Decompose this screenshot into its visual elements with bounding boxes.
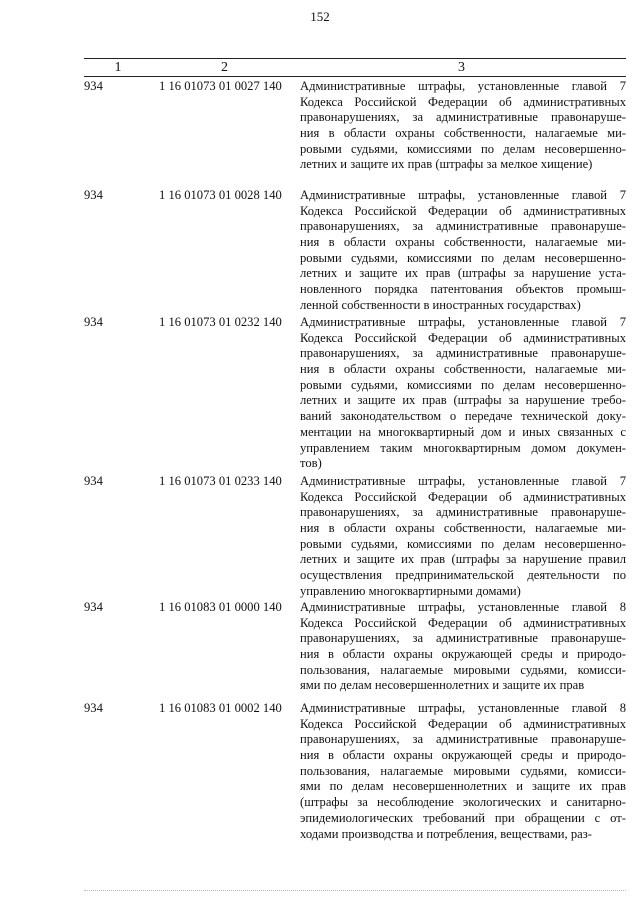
description-line: управлением таким многоквартирным домом докумен- (300, 440, 626, 455)
description-line: ями по делам несовершеннолетних и защите их прав (300, 779, 626, 794)
admin-code-cell: 934 (84, 701, 103, 715)
description-line: Административные штрафы, установленные главой 7 (300, 188, 626, 202)
admin-code-cell: 934 (84, 315, 103, 329)
column-header-3: 3 (458, 60, 465, 75)
description-line: ния в области охраны окружающей среды и природо- (300, 647, 626, 662)
description-line: Кодекса Российской Федерации об административных (300, 94, 626, 109)
description-line: ровыми судьями, комиссиями по делам несовершенно- (300, 141, 626, 156)
description-line: ментации на многоквартирный дом и иных связанных с (300, 424, 626, 439)
description-line: ровыми судьями, комиссиями по делам несовершенно- (300, 377, 626, 392)
description-line: Кодекса Российской Федерации об административных (300, 203, 626, 218)
budget-code-cell: 1 16 01073 01 0233 140 (159, 474, 282, 488)
description-line: правонарушениях, за административные правонаруше- (300, 219, 626, 234)
description-line: летних и защите их прав (штрафы за нарушение уста- (300, 266, 626, 281)
description-cell (300, 188, 626, 314)
budget-code-cell: 1 16 01083 01 0002 140 (159, 701, 282, 715)
description-line: новленного порядка патентования объектов промыш- (300, 282, 626, 297)
description-cell (300, 474, 626, 600)
column-header-1: 1 (114, 60, 122, 75)
description-line: Кодекса Российской Федерации об административных (300, 716, 626, 731)
description-line: управлению многоквартирными домами) (300, 583, 521, 598)
description-cell (300, 315, 626, 472)
description-line: Кодекса Российской Федерации об административных (300, 489, 626, 504)
table-header-top-border (84, 58, 626, 59)
column-header-2: 2 (221, 60, 228, 75)
description-line: осуществления предпринимательской деятельности по (300, 568, 626, 583)
description-line: ния в области охраны собственности, налагаемые ми- (300, 126, 626, 141)
description-line: пользования, налагаемые мировыми судьями, комисси- (300, 763, 626, 778)
description-line: правонарушениях, за административные правонаруше- (300, 505, 626, 520)
description-line: ния в области охраны собственности, налагаемые ми- (300, 521, 626, 536)
description-line: ленной собственности в иностранных государствах) (300, 297, 581, 312)
description-line: ходами производства и потребления, веществами, раз- (300, 826, 592, 841)
description-line: ровыми судьями, комиссиями по делам несовершенно- (300, 536, 626, 551)
description-cell (300, 79, 626, 173)
description-line: ровыми судьями, комиссиями по делам несовершенно- (300, 250, 626, 265)
description-line: правонарушениях, за административные правонаруше- (300, 346, 626, 361)
description-line: Кодекса Российской Федерации об административных (300, 330, 626, 345)
description-line: летних и защите их прав (штрафы за нарушение требо- (300, 393, 626, 408)
description-line: Административные штрафы, установленные главой 7 (300, 474, 626, 488)
description-line: правонарушениях, за административные правонаруше- (300, 732, 626, 747)
description-line: Административные штрафы, установленные главой 8 (300, 701, 626, 715)
description-line: правонарушениях, за административные правонаруше- (300, 110, 626, 125)
description-line: ния в области охраны собственности, налагаемые ми- (300, 362, 626, 377)
budget-code-cell: 1 16 01073 01 0028 140 (159, 188, 282, 202)
description-line: Кодекса Российской Федерации об административных (300, 615, 626, 630)
description-line: (штрафы за несоблюдение экологических и санитарно- (300, 795, 626, 810)
admin-code-cell: 934 (84, 600, 103, 614)
admin-code-cell: 934 (84, 79, 103, 93)
budget-code-cell: 1 16 01083 01 0000 140 (159, 600, 282, 614)
description-cell (300, 701, 626, 842)
budget-code-cell: 1 16 01073 01 0027 140 (159, 79, 282, 93)
description-line: летних и защите их прав (штрафы за нарушение правил (300, 552, 626, 567)
description-line: Административные штрафы, установленные главой 8 (300, 600, 626, 614)
description-line: ния в области охраны окружающей среды и природо- (300, 748, 626, 763)
description-line: летних и защите их прав (штрафы за мелкое хищение) (300, 157, 593, 172)
description-line: правонарушениях, за административные правонаруше- (300, 631, 626, 646)
description-line: ями по делам несовершеннолетних и защите их прав (300, 678, 585, 693)
admin-code-cell: 934 (84, 474, 103, 488)
description-line: пользования, налагаемые мировыми судьями, комисси- (300, 662, 626, 677)
budget-code-cell: 1 16 01073 01 0232 140 (159, 315, 282, 329)
page-number: 152 (310, 9, 330, 24)
description-line: Административные штрафы, установленные главой 7 (300, 79, 626, 93)
description-line: ния в области охраны собственности, налагаемые ми- (300, 235, 626, 250)
table-header-bottom-border (84, 76, 626, 77)
description-line: эпидемиологических требований при обращении с от- (300, 810, 626, 825)
page-bottom-edge (84, 890, 626, 891)
description-cell (300, 600, 626, 694)
description-line: Административные штрафы, установленные главой 7 (300, 315, 626, 329)
admin-code-cell: 934 (84, 188, 103, 202)
description-line: тов) (300, 456, 322, 471)
description-line: ваний законодательством о передаче технической доку- (300, 409, 626, 424)
